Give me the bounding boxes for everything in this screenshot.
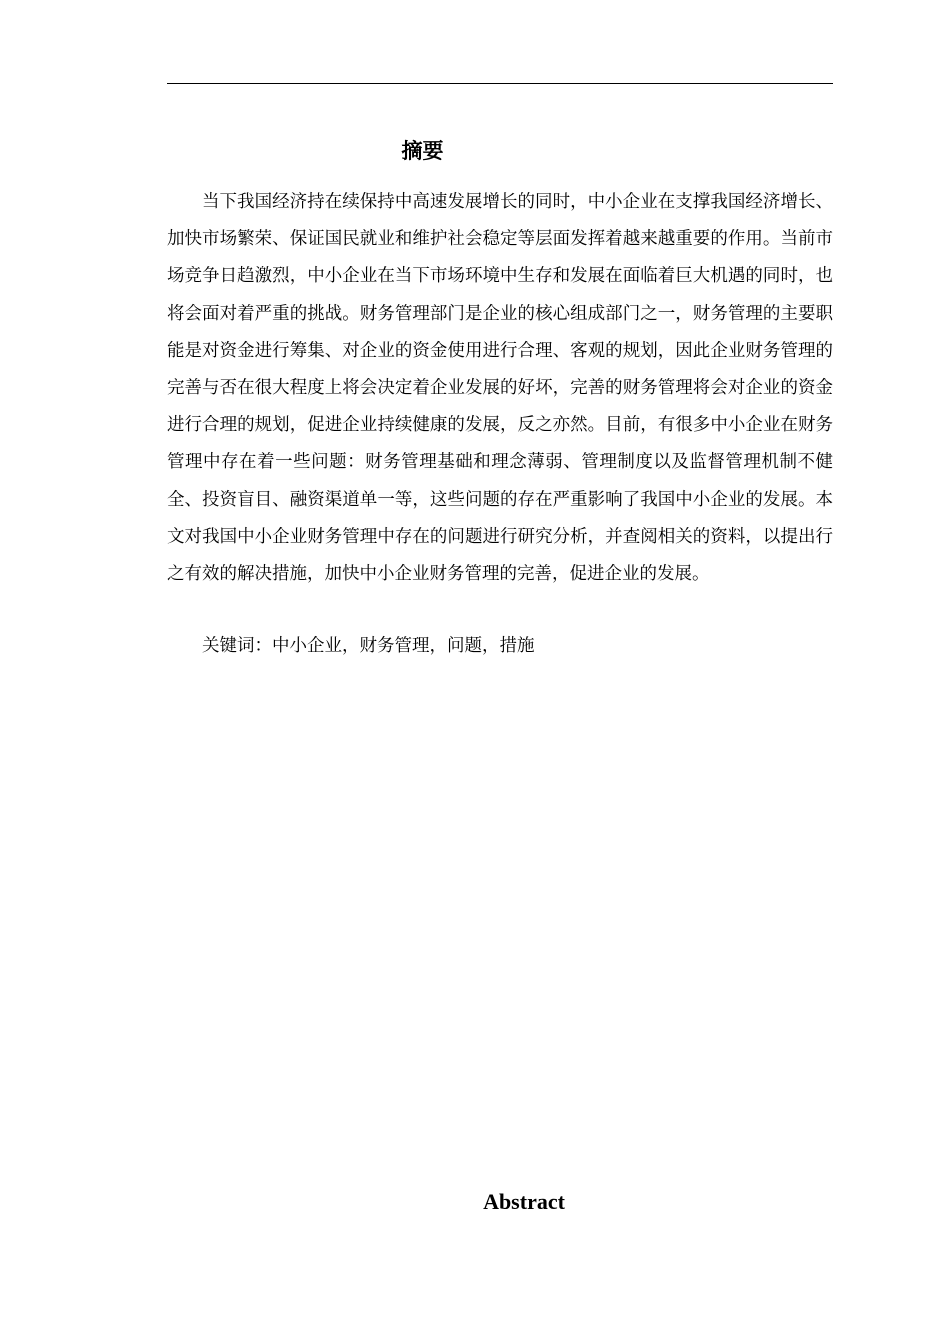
abstract-cn-body: 当下我国经济持在续保持中高速发展增长的同时，中小企业在支撑我国经济增长、加快市场繁荣、保证国民就业和维护社会稳定等层面发挥着越来越重要的作用。当前市场竞争日趋激烈，中小企业在当下市场环境中生存和发展在面临着巨大机遇的同时，也将会面对着严重的挑战。财务管理部门是企业的核心组成部门之一，财务管理的主要职能是对资金进行筹集、对企业的资金使用进行合理、客观的规划，因此企业财务管理的完善与否在很大程度上将会决定着企业发展的好坏，完善的财务管理将会对企业的资金进行合理的规划，促进企业持续健康的发展，反之亦然。目前，有很多中小企业在财务管理中存在着一些问题：财务管理基础和理念薄弱、管理制度以及监督管理机制不健全、投资盲目、融资渠道单一等，这些问题的存在严重影响了我国中小企业的发展。本文对我国中小企业财务管理中存在的问题进行研究分析，并查阅相关的资料，以提出行之有效的解决措施，加快中小企业财务管理的完善，促进企业的发展。 [167,192,833,585]
abstract-en-heading: Abstract [483,1189,565,1214]
abstract-cn-heading: 摘要 [401,139,444,163]
header-rule [167,83,833,84]
abstract-cn-keywords: 关键词：中小企业，财务管理，问题，措施 [202,636,535,656]
